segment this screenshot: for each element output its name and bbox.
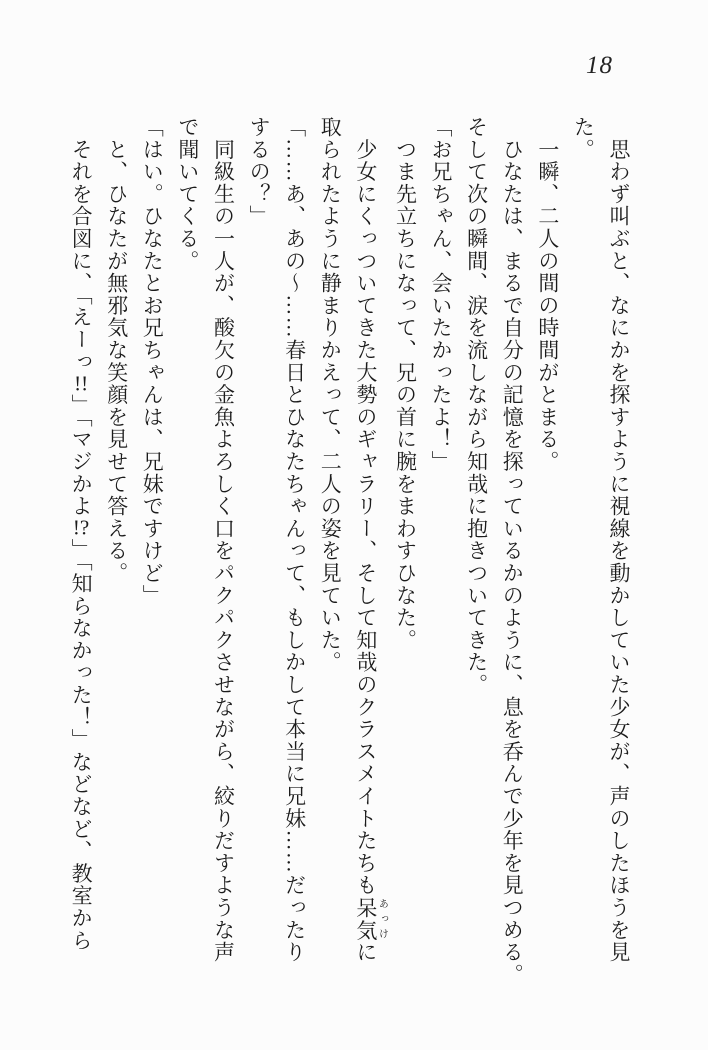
text-column-15: と、ひなたが無邪気な笑顔を見せて答える。 xyxy=(104,116,129,585)
text-column-16 xyxy=(63,116,99,1000)
text-column-13: で聞いてくる。 xyxy=(175,116,200,273)
text-column-10: 「……あ、あの〜……春日とひなたちゃんって、もしかして本当に兄妹……だったり xyxy=(282,116,307,964)
text-column-14: 「はい。ひなたとお兄ちゃんは、兄妹ですけど」 xyxy=(140,116,165,607)
text-column-11: するの？」 xyxy=(247,116,272,228)
text-column-2: た。 xyxy=(571,116,596,161)
text-column-6: 「お兄ちゃん、会いたかったよ！」 xyxy=(429,116,454,473)
column-8-pre: 少女にくっついてきた大勢のギャラリー、そして知哉のクラスメイトたちも xyxy=(353,116,378,897)
column-8-post: に xyxy=(353,941,378,964)
exclamation-question: !? xyxy=(72,517,90,539)
column-16-part2: 」「マジかよ xyxy=(69,394,94,518)
text-column-7: つま先立ちになって、兄の首に腕をまわすひなた。 xyxy=(393,116,418,652)
text-column-1: 思わず叫ぶと、なにかを探すように視線を動かしていた少女が、声のしたほうを見 xyxy=(607,116,631,964)
column-16-part3: 」「知らなかった！」などなど、教室から xyxy=(69,538,94,952)
text-column-4: ひなたは、まるで自分の記憶を探っているかのように、息を呑んで少年を見つめる。 xyxy=(500,116,525,986)
furigana: あっけ xyxy=(376,896,388,942)
column-16-part1: それを合図に、「えーっ xyxy=(69,116,94,374)
double-exclamation: !! xyxy=(74,373,89,395)
text-column-5: そして次の瞬間、涙を流しながら知哉に抱きついてきた。 xyxy=(464,116,489,696)
text-block xyxy=(66,116,636,1000)
page-number: 18 xyxy=(586,52,613,79)
ruby-akke xyxy=(353,896,388,942)
ruby-base: 呆気 xyxy=(353,896,378,942)
text-column-8 xyxy=(347,116,387,1000)
text-column-9: 取られたように静まりかえって、二人の姿を見ていた。 xyxy=(318,116,343,674)
text-column-12: 同級生の一人が、酸欠の金魚よろしく口をパクパクさせながら、絞りだすような声 xyxy=(211,116,236,964)
text-column-3: 一瞬、二人の間の時間がとまる。 xyxy=(535,116,560,473)
